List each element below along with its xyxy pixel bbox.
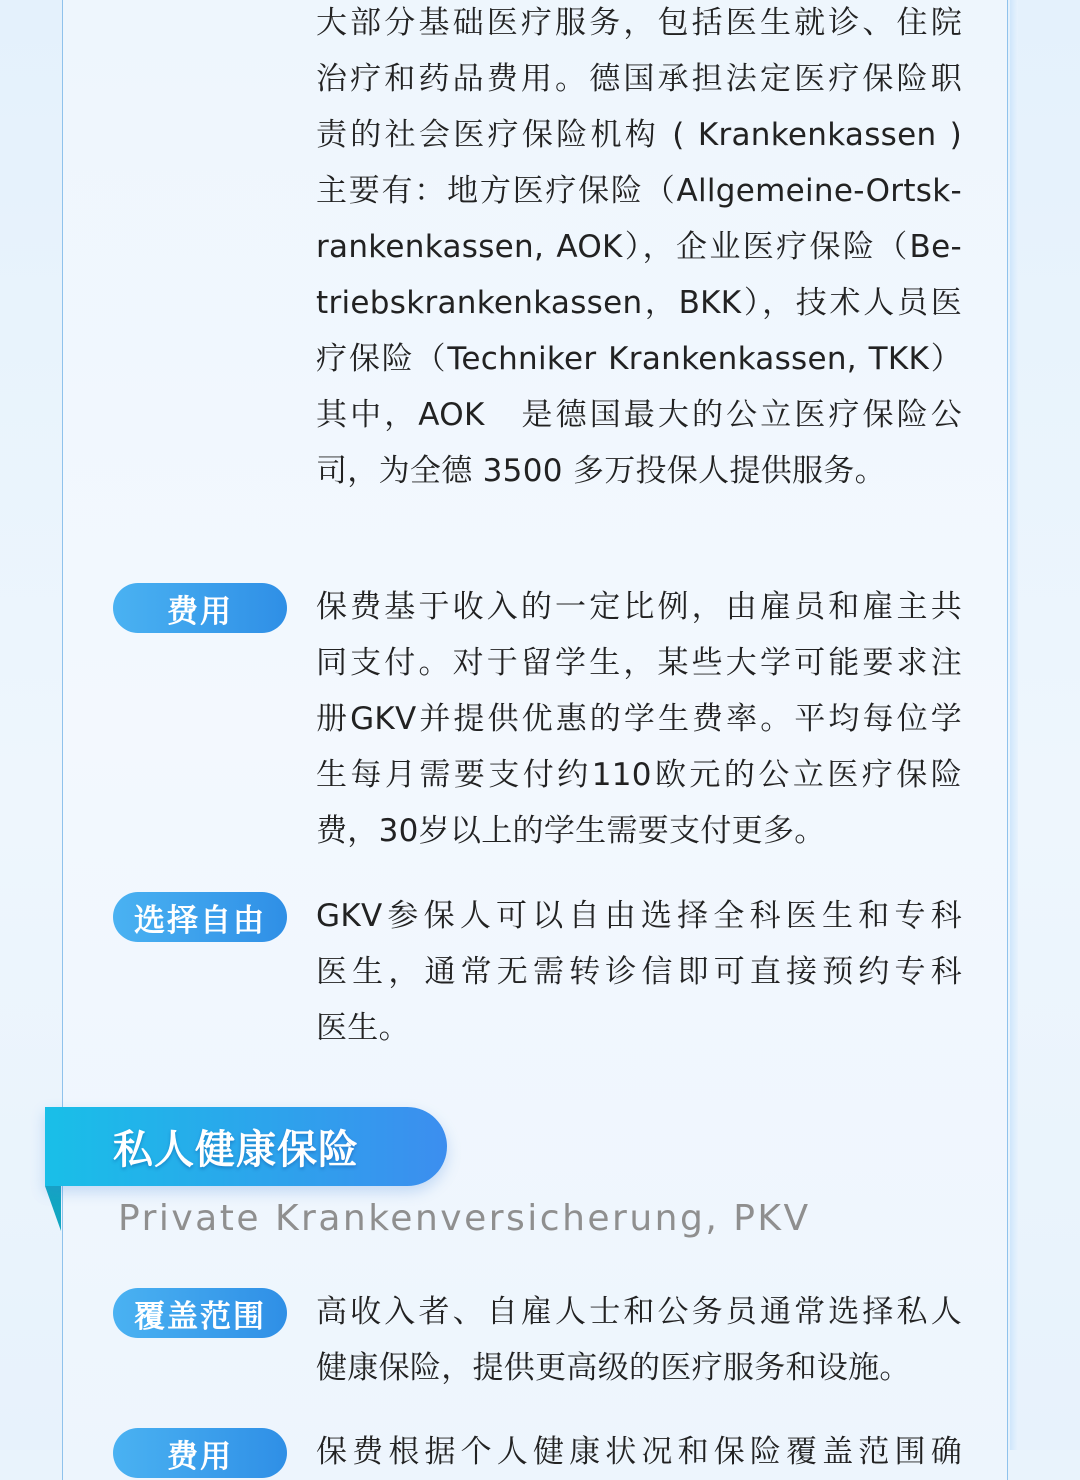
section-subtitle: Private Krankenversicherung, PKV xyxy=(118,1198,811,1239)
text-line: rankenkassen, AOK），企业医疗保险（Be- xyxy=(316,229,962,265)
pkv-coverage-tag: 覆盖范围 xyxy=(113,1288,287,1338)
text-line: 司，为全德 3500 多万投保人提供服务。 xyxy=(316,453,886,489)
pkv-cost-paragraph xyxy=(316,1424,962,1480)
banner-fold-decoration xyxy=(45,1186,61,1231)
text-line: GKV参保人可以自由选择全科医生和专科 xyxy=(316,898,962,934)
gkv-cost-paragraph xyxy=(316,579,962,859)
text-line: 册GKV并提供优惠的学生费率。平均每位学 xyxy=(316,701,962,737)
text-line: 保费基于收入的一定比例，由雇员和雇主共 xyxy=(316,589,962,625)
text-line: 疗保险（Techniker Krankenkassen, TKK） xyxy=(316,341,962,377)
text-line: 费，30岁以上的学生需要支付更多。 xyxy=(316,813,826,849)
gkv-intro-paragraph xyxy=(316,0,962,499)
text-line: 生每月需要支付约110欧元的公立医疗保险 xyxy=(316,757,962,793)
pkv-cost-tag: 费用 xyxy=(113,1428,287,1478)
text-line: 保费根据个人健康状况和保险覆盖范围确 xyxy=(316,1434,962,1470)
gkv-cost-tag: 费用 xyxy=(113,583,287,633)
text-line: 高收入者、自雇人士和公务员通常选择私人 xyxy=(316,1294,962,1330)
text-line: 治疗和药品费用。德国承担法定医疗保险职 xyxy=(316,61,962,97)
section-title: 私人健康保险 xyxy=(113,1127,359,1173)
text-line: 医生，通常无需转诊信即可直接预约专科 xyxy=(316,954,962,990)
text-line: triebskrankenkassen，BKK），技术人员医 xyxy=(316,285,962,321)
text-line: 大部分基础医疗服务，包括医生就诊、住院 xyxy=(316,5,962,41)
text-line: 医生。 xyxy=(316,1010,410,1046)
text-line: 健康保险，提供更高级的医疗服务和设施。 xyxy=(316,1350,911,1386)
text-line: 责的社会医疗保险机构 ( Krankenkassen ) xyxy=(316,117,962,153)
pkv-coverage-paragraph xyxy=(316,1284,962,1396)
text-line: 其中，AOK 是德国最大的公立医疗保险公 xyxy=(316,397,962,433)
card-edge-strip xyxy=(1010,0,1018,1450)
gkv-choice-tag: 选择自由 xyxy=(113,892,287,942)
text-line: 主要有：地方医疗保险（Allgemeine-Ortsk- xyxy=(316,173,962,209)
text-line: 同支付。对于留学生，某些大学可能要求注 xyxy=(316,645,962,681)
gkv-choice-paragraph xyxy=(316,888,962,1056)
